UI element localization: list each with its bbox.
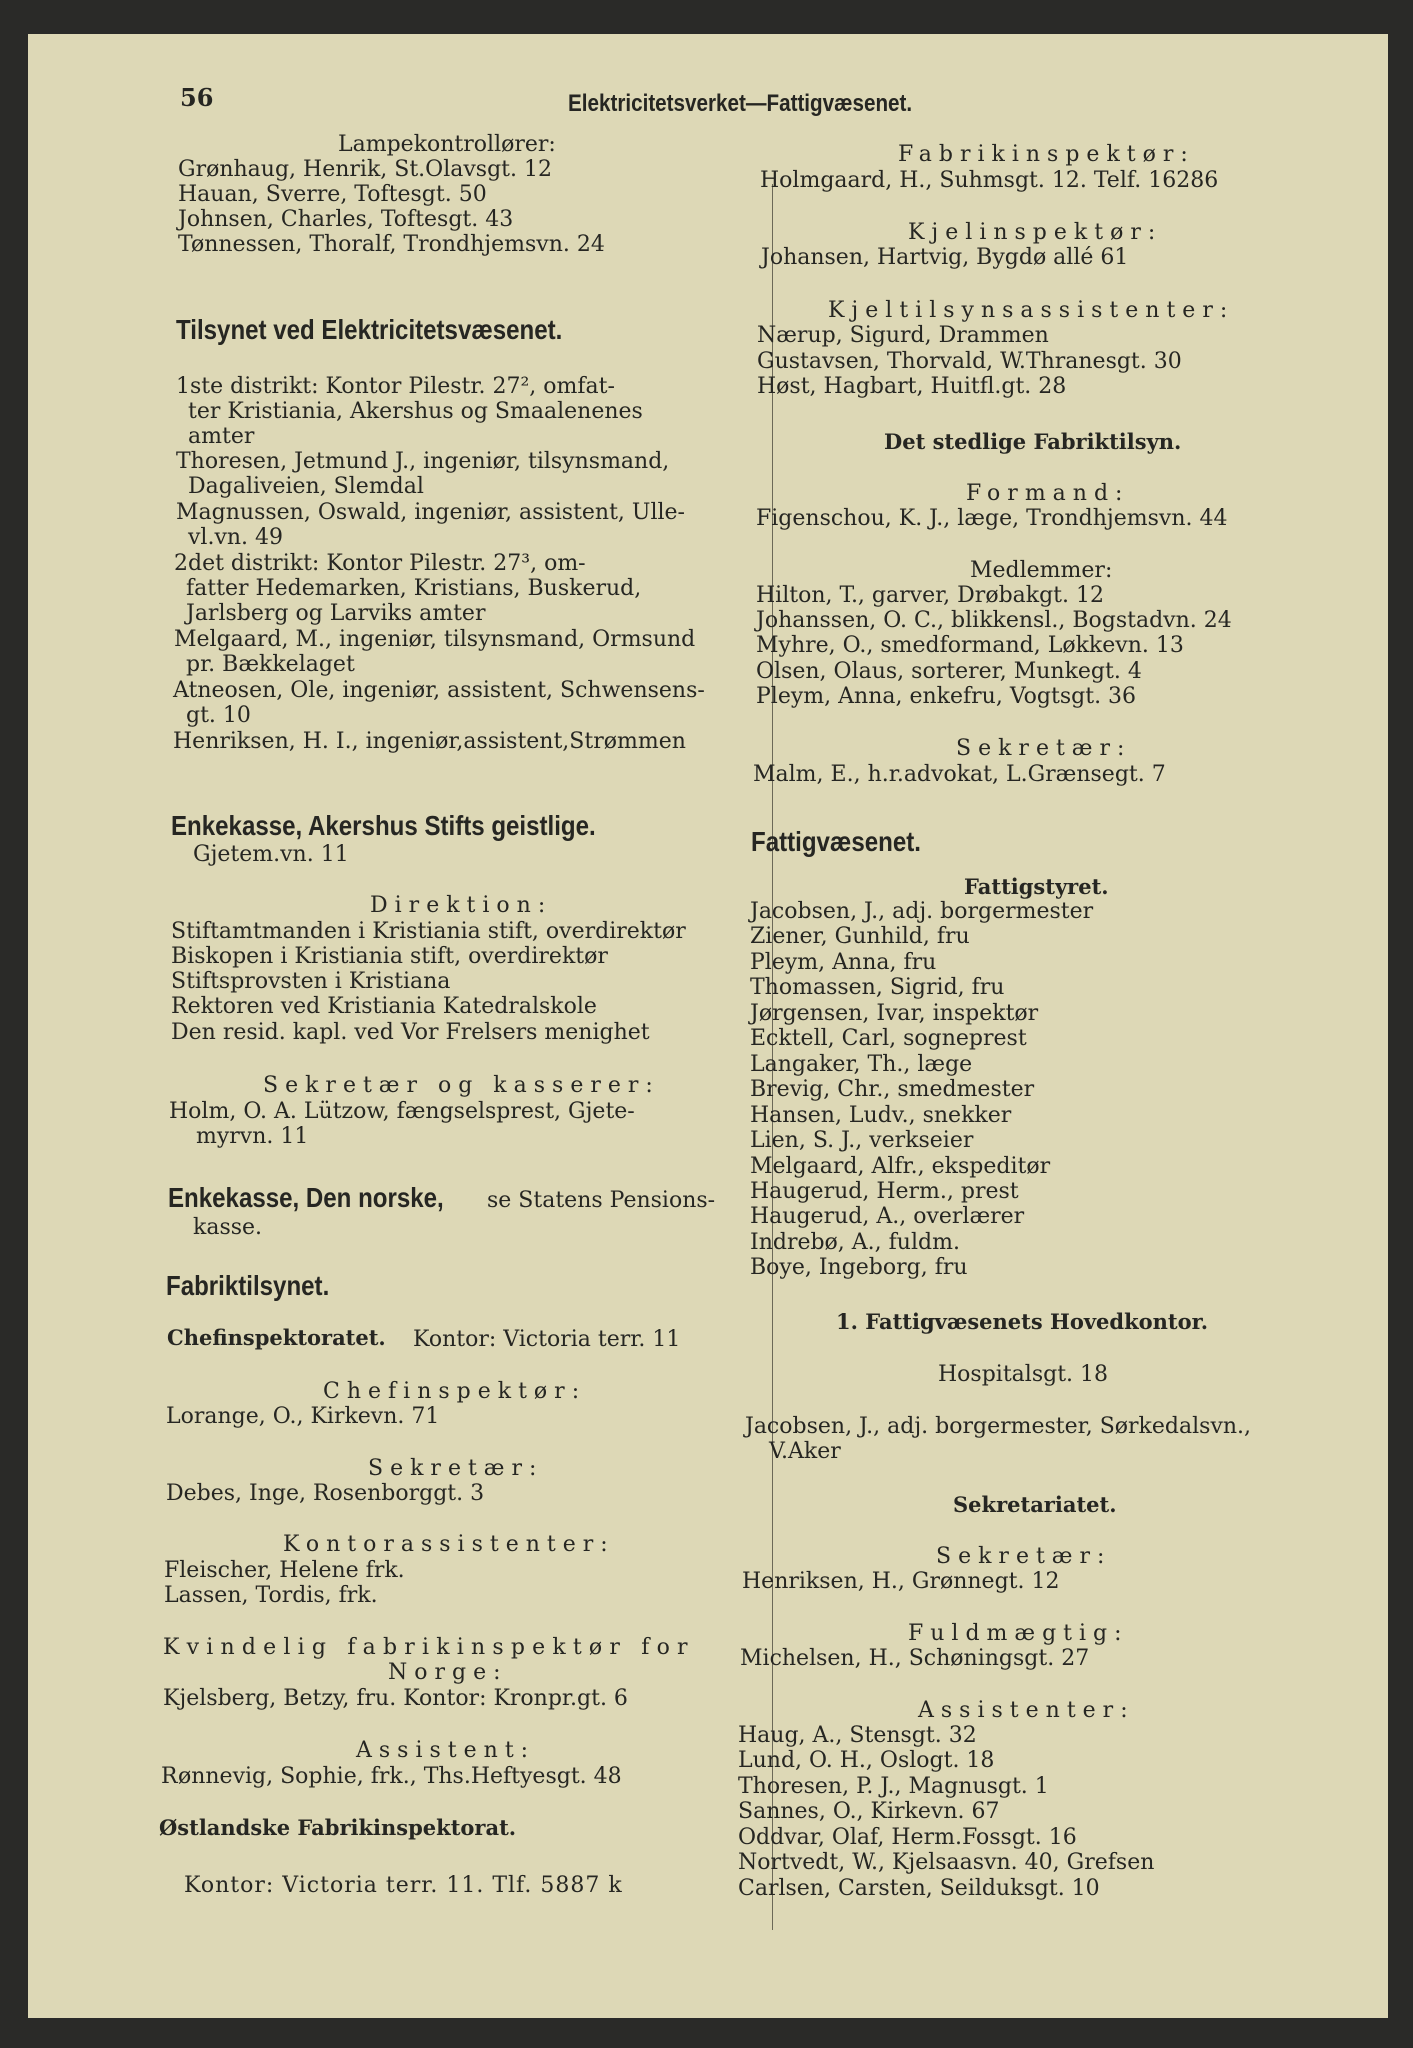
subsection-title: Sekretariatet.	[953, 1492, 1117, 1517]
list-item: Kjelsberg, Betzy, fru. Kontor: Kronpr.gt. 6	[163, 1686, 628, 1711]
list-item: Debes, Inge, Rosenborggt. 3	[166, 1481, 485, 1506]
text-line: vl.vn. 49	[188, 525, 284, 550]
list-item: Indrebø, A., fuldm.	[750, 1230, 960, 1255]
list-item: Stiftsprovsten i Kristiana	[171, 969, 451, 994]
section-heading: Assistenter:	[918, 1698, 1135, 1723]
cross-reference: kasse.	[193, 1215, 263, 1240]
list-item: Carlsen, Carsten, Seilduksgt. 10	[738, 1876, 1100, 1901]
section-title: Fattigvæsenet.	[751, 826, 921, 857]
text-line: Thoresen, Jetmund J., ingeniør, tilsynsmand,	[176, 449, 670, 474]
subsection-title: Østlandske Fabrikinspektorat.	[159, 1815, 517, 1840]
section-title: Enkekasse, Akershus Stifts geistlige.	[171, 810, 596, 841]
list-item: Ecktell, Carl, sogneprest	[750, 1026, 1027, 1051]
list-item: Melgaard, Alfr., ekspeditør	[750, 1154, 1051, 1179]
section-heading: Sekretær:	[956, 736, 1132, 761]
text-line: amter	[188, 424, 255, 449]
section-heading: Kontorassistenter:	[283, 1532, 615, 1557]
list-item: Olsen, Olaus, sorterer, Munkegt. 4	[756, 659, 1142, 684]
text-line: Melgaard, M., ingeniør, tilsynsmand, Ormsund	[174, 627, 696, 652]
section-heading: Medlemmer:	[970, 558, 1113, 583]
list-item: Jacobsen, J., adj. borgermester	[750, 899, 1094, 924]
address: Hospitalsgt. 18	[938, 1362, 1109, 1387]
section-heading: Fuldmægtig:	[908, 1621, 1129, 1646]
list-item: Jacobsen, J., adj. borgermester, Sørkedalsvn.,	[745, 1414, 1252, 1439]
section-heading: Fabrikinspektør:	[898, 142, 1195, 167]
section-heading: Kvindelig fabrikinspektør for	[163, 1635, 695, 1660]
list-item: Høst, Hagbart, Huitfl.gt. 28	[757, 374, 1067, 399]
section-heading: Direktion:	[370, 893, 553, 918]
section-title: Fabriktilsynet.	[166, 1270, 330, 1301]
list-item: Rektoren ved Kristiania Katedralskole	[171, 994, 597, 1019]
list-item: Haug, A., Stensgt. 32	[738, 1723, 977, 1748]
list-item: Holmgaard, H., Suhmsgt. 12. Telf. 16286	[760, 168, 1219, 193]
list-item: Thomassen, Sigrid, fru	[750, 975, 1005, 1000]
section-heading: Chefinspektør:	[323, 1379, 587, 1404]
text-line: 1ste distrikt: Kontor Pilestr. 27², omfat-	[176, 374, 615, 399]
list-item: Johansen, Hartvig, Bygdø allé 61	[761, 245, 1129, 270]
list-item: Lassen, Tordis, frk.	[164, 1583, 378, 1608]
list-item: Ziener, Gunhild, fru	[750, 924, 970, 949]
text-line: ter Kristiania, Akershus og Smaalenenes	[188, 399, 643, 424]
section-heading: Kjeltilsynsassistenter:	[828, 298, 1235, 323]
section-title: Enkekasse, Den norske,	[168, 1182, 444, 1213]
list-item: Malm, E., h.r.advokat, L.Grænsegt. 7	[753, 762, 1166, 787]
list-item: Thoresen, P. J., Magnusgt. 1	[738, 1774, 1049, 1799]
text-line: pr. Bækkelaget	[186, 652, 355, 677]
list-item: Nærup, Sigurd, Drammen	[757, 323, 1049, 348]
list-item: Hansen, Ludv., snekker	[750, 1103, 1012, 1128]
list-item: Pleym, Anna, enkefru, Vogtsgt. 36	[756, 684, 1137, 709]
text-line: fatter Hedemarken, Kristians, Buskerud,	[186, 576, 642, 601]
subsection-title: Fattigstyret.	[964, 874, 1109, 899]
text-line: Atneosen, Ole, ingeniør, assistent, Schwensens-	[173, 678, 705, 703]
subsection-title: Chefinspektoratet.	[167, 1325, 386, 1350]
subsection-title: Det stedlige Fabriktilsyn.	[884, 429, 1182, 454]
list-item: Myhre, O., smedformand, Løkkevn. 13	[756, 633, 1184, 658]
list-item: Rønnevig, Sophie, frk., Ths.Heftyesgt. 48	[161, 1764, 622, 1789]
text-line: 2det distrikt: Kontor Pilestr. 27³, om-	[174, 551, 586, 576]
section-heading: Assistent:	[356, 1738, 536, 1763]
section-heading: Norge:	[388, 1660, 508, 1685]
list-item: Johanssen, O. C., blikkensl., Bogstadvn. 24	[756, 608, 1232, 633]
list-item: Lien, S. J., verkseier	[750, 1128, 974, 1153]
list-item: Gustavsen, Thorvald, W.Thranesgt. 30	[757, 349, 1182, 374]
list-item: Hauan, Sverre, Toftesgt. 50	[178, 182, 487, 207]
text-line: Magnussen, Oswald, ingeniør, assistent, Ulle-	[176, 500, 685, 525]
page-number: 56	[180, 83, 214, 112]
running-title: Elektricitetsverket—Fattigvæsenet.	[568, 90, 913, 117]
list-item: Hilton, T., garver, Drøbakgt. 12	[756, 583, 1105, 608]
text-line: Dagaliveien, Slemdal	[188, 474, 424, 499]
section-title: Tilsynet ved Elektricitetsvæsenet.	[176, 314, 563, 345]
address: Kontor: Victoria terr. 11	[413, 1327, 681, 1352]
list-item: Boye, Ingeborg, fru	[750, 1255, 968, 1280]
directory-page	[28, 34, 1388, 2018]
list-item: Lorange, O., Kirkevn. 71	[166, 1404, 440, 1429]
list-item: Nortvedt, W., Kjelsaasvn. 40, Grefsen	[738, 1850, 1155, 1875]
list-item: Johnsen, Charles, Toftesgt. 43	[178, 207, 514, 232]
text-line: Henriksen, H. I., ingeniør,assistent,Strømmen	[173, 729, 686, 754]
address: Kontor: Victoria terr. 11. Tlf. 5887 k	[184, 1873, 623, 1898]
section-heading: Sekretær og kasserer:	[263, 1073, 660, 1098]
list-item: Figenschou, K. J., læge, Trondhjemsvn. 44	[756, 506, 1228, 531]
list-item: Jørgensen, Ivar, inspektør	[750, 1001, 1039, 1026]
list-item: myrvn. 11	[196, 1124, 309, 1149]
list-item: Grønhaug, Henrik, St.Olavsgt. 12	[178, 157, 552, 182]
list-item: Haugerud, A., overlærer	[750, 1204, 1025, 1229]
list-item: Haugerud, Herm., prest	[750, 1179, 1019, 1204]
cross-reference: se Statens Pensions-	[487, 1188, 716, 1213]
list-item: Biskopen i Kristiania stift, overdirektør	[171, 944, 608, 969]
section-heading: Kjelinspektør:	[908, 220, 1163, 245]
section-heading: Formand:	[966, 481, 1130, 506]
list-item: Michelsen, H., Schøningsgt. 27	[740, 1646, 1090, 1671]
list-item: Langaker, Th., læge	[750, 1052, 973, 1077]
list-item: V.Aker	[769, 1439, 841, 1464]
text-line: gt. 10	[186, 703, 251, 728]
list-item: Fleischer, Helene frk.	[164, 1558, 405, 1583]
section-heading: Sekretær:	[936, 1544, 1112, 1569]
list-item: Holm, O. A. Lützow, fængselsprest, Gjete-	[169, 1099, 635, 1124]
list-item: Stiftamtmanden i Kristiania stift, overdirektør	[171, 919, 686, 944]
section-heading: Lampekontrollører:	[338, 132, 556, 157]
text-line: Jarlsberg og Larviks amter	[186, 601, 486, 626]
list-item: Oddvar, Olaf, Herm.Fossgt. 16	[738, 1825, 1077, 1850]
list-item: Lund, O. H., Oslogt. 18	[738, 1748, 995, 1773]
section-heading: Sekretær:	[368, 1456, 544, 1481]
list-item: Sannes, O., Kirkevn. 67	[738, 1799, 1000, 1824]
list-item: Henriksen, H., Grønnegt. 12	[742, 1569, 1060, 1594]
list-item: Brevig, Chr., smedmester	[750, 1077, 1035, 1102]
list-item: Den resid. kapl. ved Vor Frelsers menighet	[171, 1020, 650, 1045]
list-item: Pleym, Anna, fru	[750, 950, 937, 975]
list-item: Tønnessen, Thoralf, Trondhjemsvn. 24	[178, 232, 605, 257]
subsection-title: 1. Fattigvæsenets Hovedkontor.	[836, 1309, 1209, 1334]
address: Gjetem.vn. 11	[193, 842, 349, 867]
